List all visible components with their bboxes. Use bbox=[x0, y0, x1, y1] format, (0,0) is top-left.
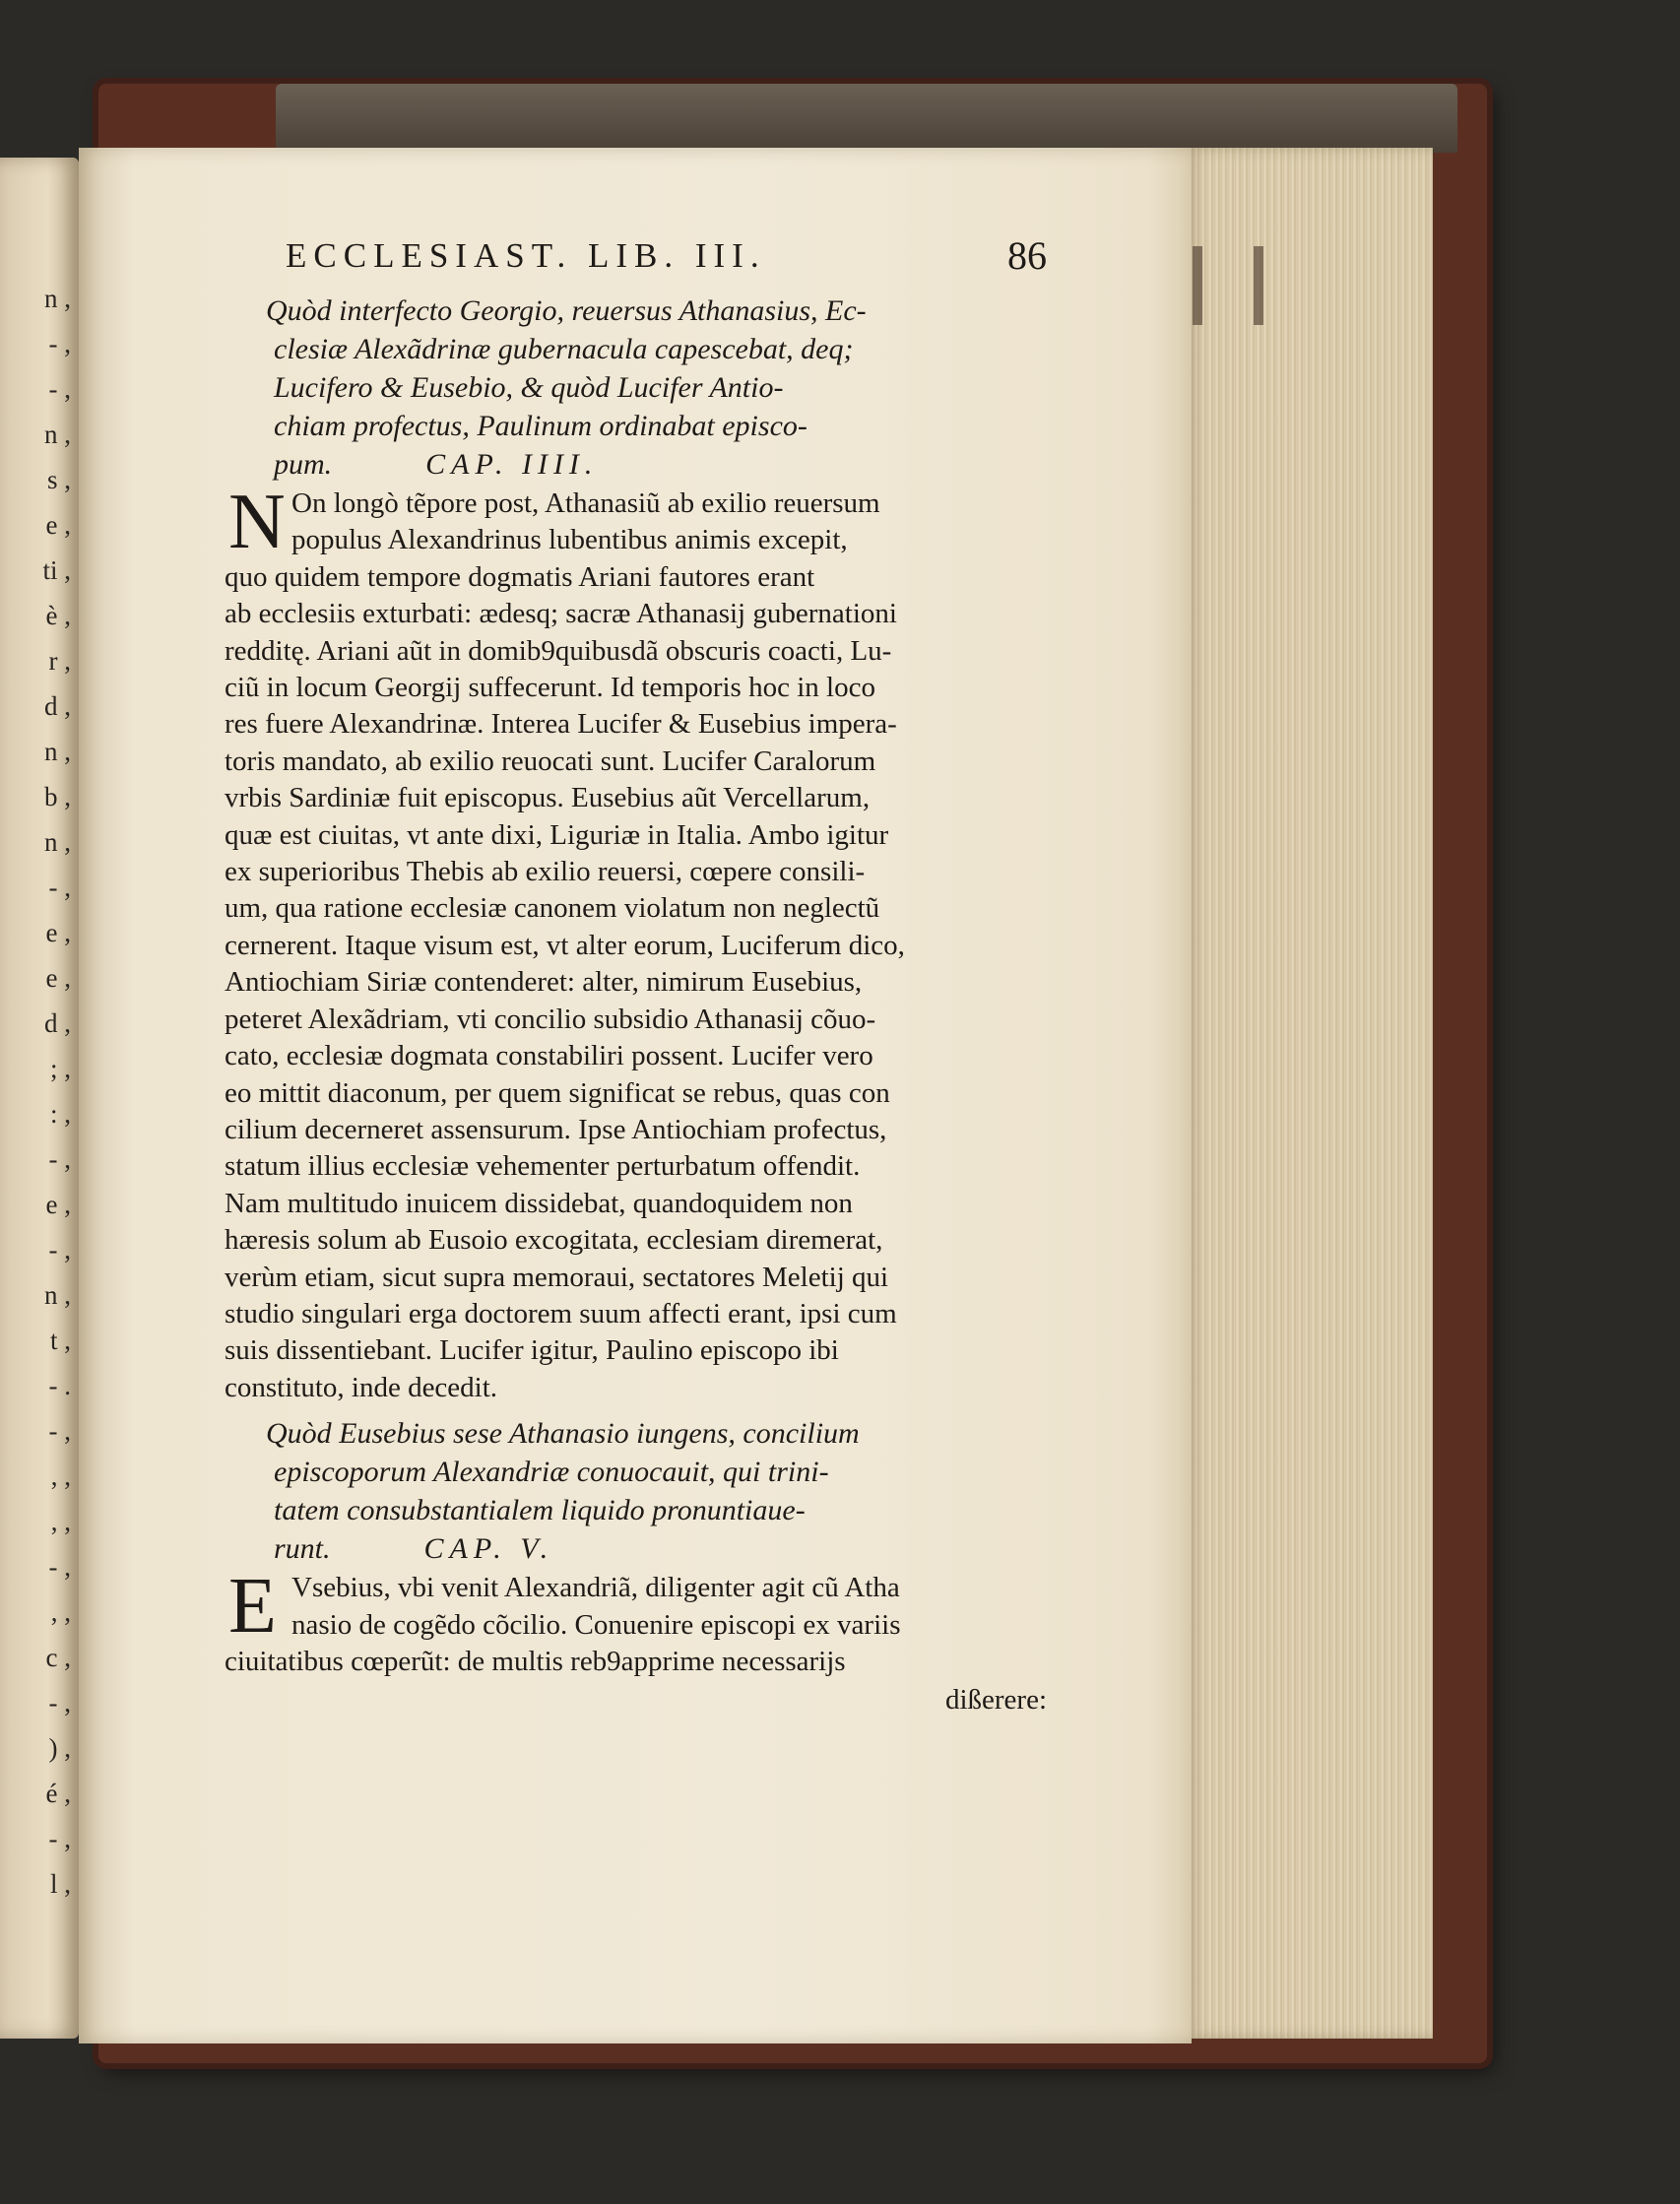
text-line: quo quidem tempore dogmatis Ariani fautores erant bbox=[225, 560, 815, 593]
left-page-fragment: d , bbox=[44, 1008, 71, 1038]
text-line: res fuere Alexandrinæ. Interea Lucifer & Eusebius impera- bbox=[225, 708, 897, 741]
edge-mark bbox=[1254, 246, 1263, 325]
heading-line: Quòd Eusebius sese Athanasio iungens, concilium bbox=[266, 1417, 860, 1451]
left-page-fragment: e , bbox=[45, 918, 71, 947]
chapter-5-text bbox=[225, 1563, 1047, 1680]
text-line: cernerent. Itaque visum est, vt alter eorum, Luciferum dico, bbox=[225, 929, 905, 961]
left-page-fragment: , , bbox=[50, 1597, 71, 1627]
left-page-fragment: - . bbox=[48, 1371, 71, 1400]
drop-cap: E bbox=[228, 1563, 277, 1651]
left-page-fragment: ti , bbox=[42, 555, 71, 585]
left-page-fragment: l , bbox=[49, 1869, 71, 1899]
left-page-fragment: r , bbox=[48, 646, 71, 676]
heading-line bbox=[225, 445, 1047, 484]
left-page-fragment: é , bbox=[45, 1779, 71, 1808]
left-page-fragment: - , bbox=[48, 1235, 71, 1264]
text-line: cilium decerneret assensurum. Ipse Antiochiam profectus, bbox=[225, 1113, 887, 1145]
left-page-fragment: e , bbox=[45, 1190, 71, 1219]
heading-line: Lucifero & Eusebio, & quòd Lucifer Antio- bbox=[274, 371, 784, 404]
left-page-fragment: n , bbox=[44, 737, 71, 766]
left-page-fragment: ; , bbox=[49, 1054, 71, 1083]
running-head bbox=[225, 233, 1047, 286]
page-fore-edge bbox=[1187, 148, 1433, 2039]
heading-line: clesiæ Alexãdrinæ gubernacula capescebat, deq; bbox=[274, 333, 854, 365]
edge-mark bbox=[1193, 246, 1202, 325]
heading-line: Quòd interfecto Georgio, reuersus Athanasius, Ec- bbox=[266, 294, 867, 327]
left-page-fragment: s , bbox=[46, 465, 71, 494]
heading-line bbox=[225, 1529, 1047, 1568]
chapter-number: CAP. V. bbox=[423, 1532, 554, 1566]
left-page-fragment: - , bbox=[48, 329, 71, 358]
left-page-fragment: c , bbox=[45, 1643, 71, 1672]
catchword: dißerere: bbox=[944, 1684, 1047, 1717]
chapter-5-heading bbox=[225, 1414, 1047, 1568]
left-page-fragment: - , bbox=[48, 1824, 71, 1853]
chapter-number: CAP. IIII. bbox=[425, 448, 599, 481]
left-page-fragment: è , bbox=[45, 601, 71, 630]
text-line: nasio de cogẽdo cõcilio. Conuenire episcopi ex variis bbox=[291, 1608, 901, 1641]
previous-page-edge bbox=[0, 158, 79, 2039]
left-page-fragment: ) , bbox=[48, 1733, 71, 1763]
left-page-fragment: e , bbox=[45, 510, 71, 540]
text-line: um, qua ratione ecclesiæ canonem violatum non neglectũ bbox=[225, 892, 880, 925]
heading-tail: runt. bbox=[274, 1532, 331, 1566]
page-number: 86 bbox=[1007, 233, 1047, 278]
text-line: suis dissentiebant. Lucifer igitur, Paulino episcopo ibi bbox=[225, 1334, 839, 1367]
left-page-fragment: n , bbox=[44, 1280, 71, 1310]
left-page-fragment: - , bbox=[48, 873, 71, 902]
left-page-fragment: - , bbox=[48, 1552, 71, 1582]
left-page-fragment: e , bbox=[45, 963, 71, 993]
left-page-fragment: , , bbox=[50, 1461, 71, 1491]
left-page-fragment: - , bbox=[48, 1144, 71, 1174]
left-page-fragment: - , bbox=[48, 374, 71, 404]
text-line: ab ecclesiis exturbati: ædesq; sacræ Athanasij gubernationi bbox=[225, 598, 897, 630]
left-page-fragment: d , bbox=[44, 691, 71, 721]
text-line: verùm etiam, sicut supra memoraui, sectatores Meletij qui bbox=[225, 1261, 889, 1293]
drop-cap: N bbox=[228, 479, 286, 565]
text-line: Vsebius, vbi venit Alexandriã, diligenter agit cũ Atha bbox=[291, 1572, 900, 1604]
book-page bbox=[79, 148, 1192, 2043]
heading-line: tatem consubstantialem liquido pronuntiaue- bbox=[274, 1494, 806, 1527]
text-line: redditę. Ariani aũt in domib9quibusdã obscuris coacti, Lu- bbox=[225, 634, 892, 667]
left-page-fragment: , , bbox=[50, 1507, 71, 1536]
text-line: constituto, inde decedit. bbox=[225, 1371, 498, 1403]
heading-line: episcoporum Alexandriæ conuocauit, qui trini- bbox=[274, 1456, 829, 1489]
text-line: ciũ in locum Georgij suffecerunt. Id temporis hoc in loco bbox=[225, 672, 875, 704]
text-line: eo mittit diaconum, per quem significat se rebus, quas con bbox=[225, 1076, 890, 1109]
book-headband bbox=[276, 84, 1457, 153]
text-line: studio singulari erga doctorem suum affecti erant, ipsi cum bbox=[225, 1297, 897, 1329]
heading-tail: pum. bbox=[274, 448, 333, 481]
text-line: hæresis solum ab Eusoio excogitata, ecclesiam diremerat, bbox=[225, 1224, 883, 1257]
text-line: Nam multitudo inuicem dissidebat, quandoquidem non bbox=[225, 1187, 853, 1219]
left-page-fragment: n , bbox=[44, 827, 71, 857]
text-line: ciuitatibus cœperũt: de multis reb9apprime necessarijs bbox=[225, 1645, 846, 1677]
left-page-fragment: t , bbox=[49, 1326, 71, 1355]
left-page-fragment: n , bbox=[44, 284, 71, 313]
text-line: ex superioribus Thebis ab exilio reuersi, cœpere consili- bbox=[225, 856, 866, 888]
running-head-title: ECCLESIAST. LIB. III. bbox=[286, 236, 766, 275]
left-page-fragment: n , bbox=[44, 420, 71, 449]
text-block bbox=[225, 233, 1047, 1719]
chapter-4-text bbox=[225, 479, 1047, 1406]
text-line: statum illius ecclesiæ vehementer perturbatum offendit. bbox=[225, 1150, 861, 1183]
text-line: toris mandato, ab exilio reuocati sunt. Lucifer Caralorum bbox=[225, 745, 876, 777]
text-line: vrbis Sardiniæ fuit episcopus. Eusebius aũt Vercellarum, bbox=[225, 782, 871, 814]
text-line: Antiochiam Siriæ contenderet: alter, nimirum Eusebius, bbox=[225, 966, 863, 999]
text-line: cato, ecclesiæ dogmata constabiliri possent. Lucifer vero bbox=[225, 1040, 873, 1072]
text-line: peteret Alexãdriam, vti concilio subsidio Athanasij cõuo- bbox=[225, 1003, 876, 1035]
text-line: populus Alexandrinus lubentibus animis excepit, bbox=[291, 524, 848, 556]
left-page-fragment: - , bbox=[48, 1688, 71, 1718]
text-line: On longò tẽpore post, Athanasiũ ab exilio reuersum bbox=[291, 487, 880, 519]
text-line: quæ est ciuitas, vt ante dixi, Liguriæ in Italia. Ambo igitur bbox=[225, 818, 889, 851]
chapter-4-heading bbox=[225, 292, 1047, 484]
left-page-fragment: b , bbox=[44, 782, 71, 811]
heading-line: chiam profectus, Paulinum ordinabat episco- bbox=[274, 410, 808, 442]
left-page-fragment: : , bbox=[49, 1099, 71, 1129]
left-page-fragment: - , bbox=[48, 1416, 71, 1446]
